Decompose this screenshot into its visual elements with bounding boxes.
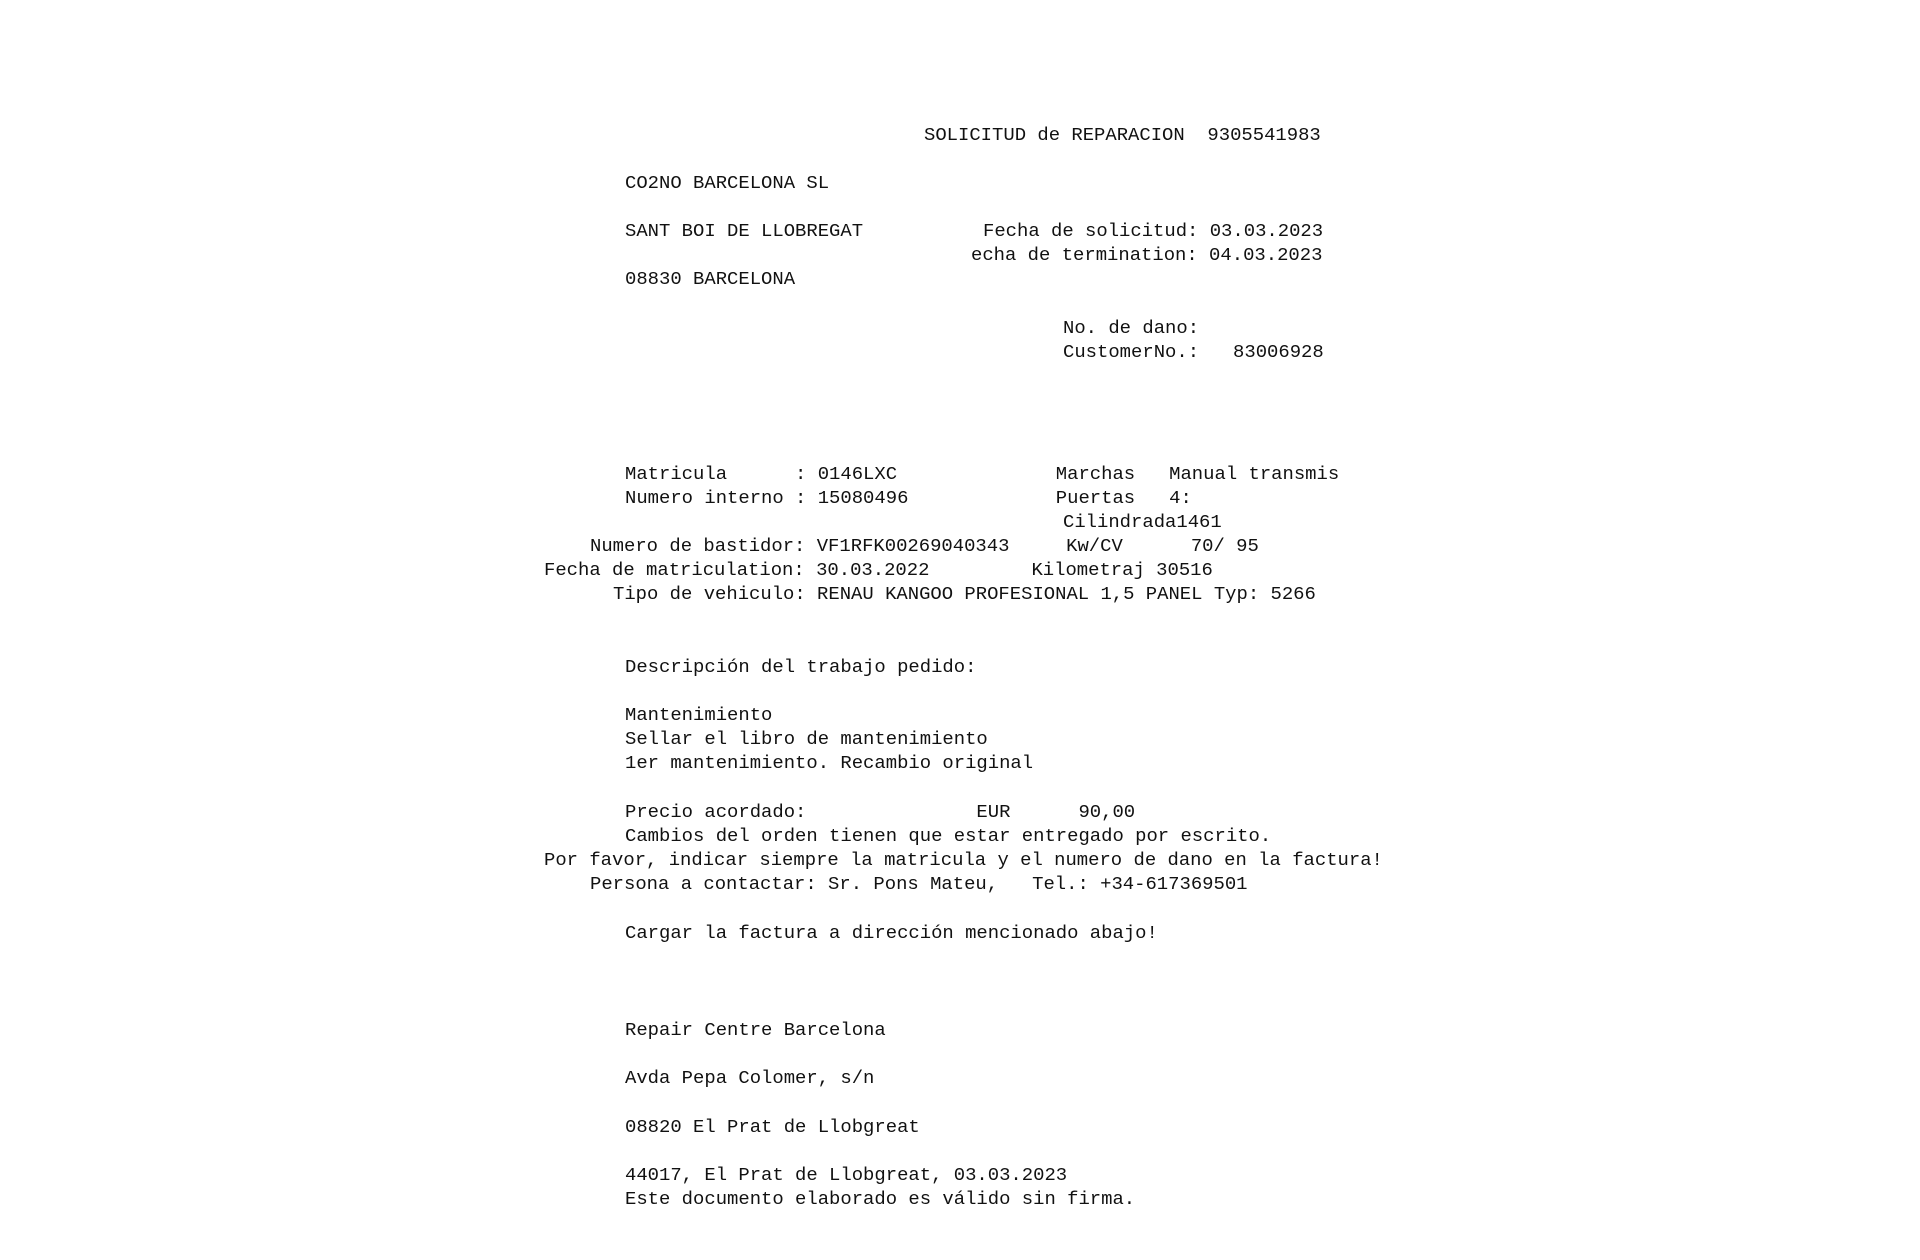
place-and-date: 44017, El Prat de Llobgreat, 03.03.2023 bbox=[625, 1164, 1068, 1186]
damage-number: No. de dano: bbox=[1063, 317, 1200, 339]
recipient-name: Repair Centre Barcelona bbox=[625, 1019, 886, 1041]
work-item: 1er mantenimiento. Recambio original bbox=[625, 752, 1034, 774]
sender-company: CO2NO BARCELONA SL bbox=[625, 172, 830, 194]
contact-person: Persona a contactar: Sr. Pons Mateu, Tel.: +34-617369501 bbox=[590, 873, 1248, 895]
request-date: Fecha de solicitud: 03.03.2023 bbox=[983, 220, 1324, 242]
document-title: SOLICITUD de REPARACION 9305541983 bbox=[924, 124, 1321, 146]
agreed-price: Precio acordado: EUR 90,00 bbox=[625, 801, 1136, 823]
customer-number: CustomerNo.: 83006928 bbox=[1063, 341, 1324, 363]
recipient-city: 08820 El Prat de Llobgreat bbox=[625, 1116, 920, 1138]
sender-street: SANT BOI DE LLOBREGAT bbox=[625, 220, 864, 242]
termination-date: echa de termination: 04.03.2023 bbox=[971, 244, 1323, 266]
work-item: Mantenimiento bbox=[625, 704, 773, 726]
vehicle-row-registration-date: Fecha de matriculation: 30.03.2022 Kilometraj 30516 bbox=[544, 559, 1213, 581]
recipient-street: Avda Pepa Colomer, s/n bbox=[625, 1067, 875, 1089]
vehicle-row-chassis: Numero de bastidor: VF1RFK00269040343 Kw/CV 70/ 95 bbox=[590, 535, 1259, 557]
vehicle-row-displacement: Cilindrada1461 bbox=[1063, 511, 1222, 533]
vehicle-row-type: Tipo de vehiculo: RENAU KANGOO PROFESIONAL 1,5 PANEL Typ: 5266 bbox=[613, 583, 1316, 605]
work-item: Sellar el libro de mantenimiento bbox=[625, 728, 988, 750]
invoice-note: Por favor, indicar siempre la matricula y el numero de dano en la factura! bbox=[544, 849, 1383, 871]
sender-city: 08830 BARCELONA bbox=[625, 268, 796, 290]
work-heading: Descripción del trabajo pedido: bbox=[625, 656, 977, 678]
billing-note: Cargar la factura a dirección mencionado abajo! bbox=[625, 922, 1158, 944]
vehicle-row-internal-number: Numero interno : 15080496 Puertas 4: bbox=[625, 487, 1192, 509]
validity-note: Este documento elaborado es válido sin firma. bbox=[625, 1188, 1136, 1210]
changes-note: Cambios del orden tienen que estar entregado por escrito. bbox=[625, 825, 1272, 847]
vehicle-row-plate: Matricula : 0146LXC Marchas Manual transmis bbox=[625, 463, 1340, 485]
